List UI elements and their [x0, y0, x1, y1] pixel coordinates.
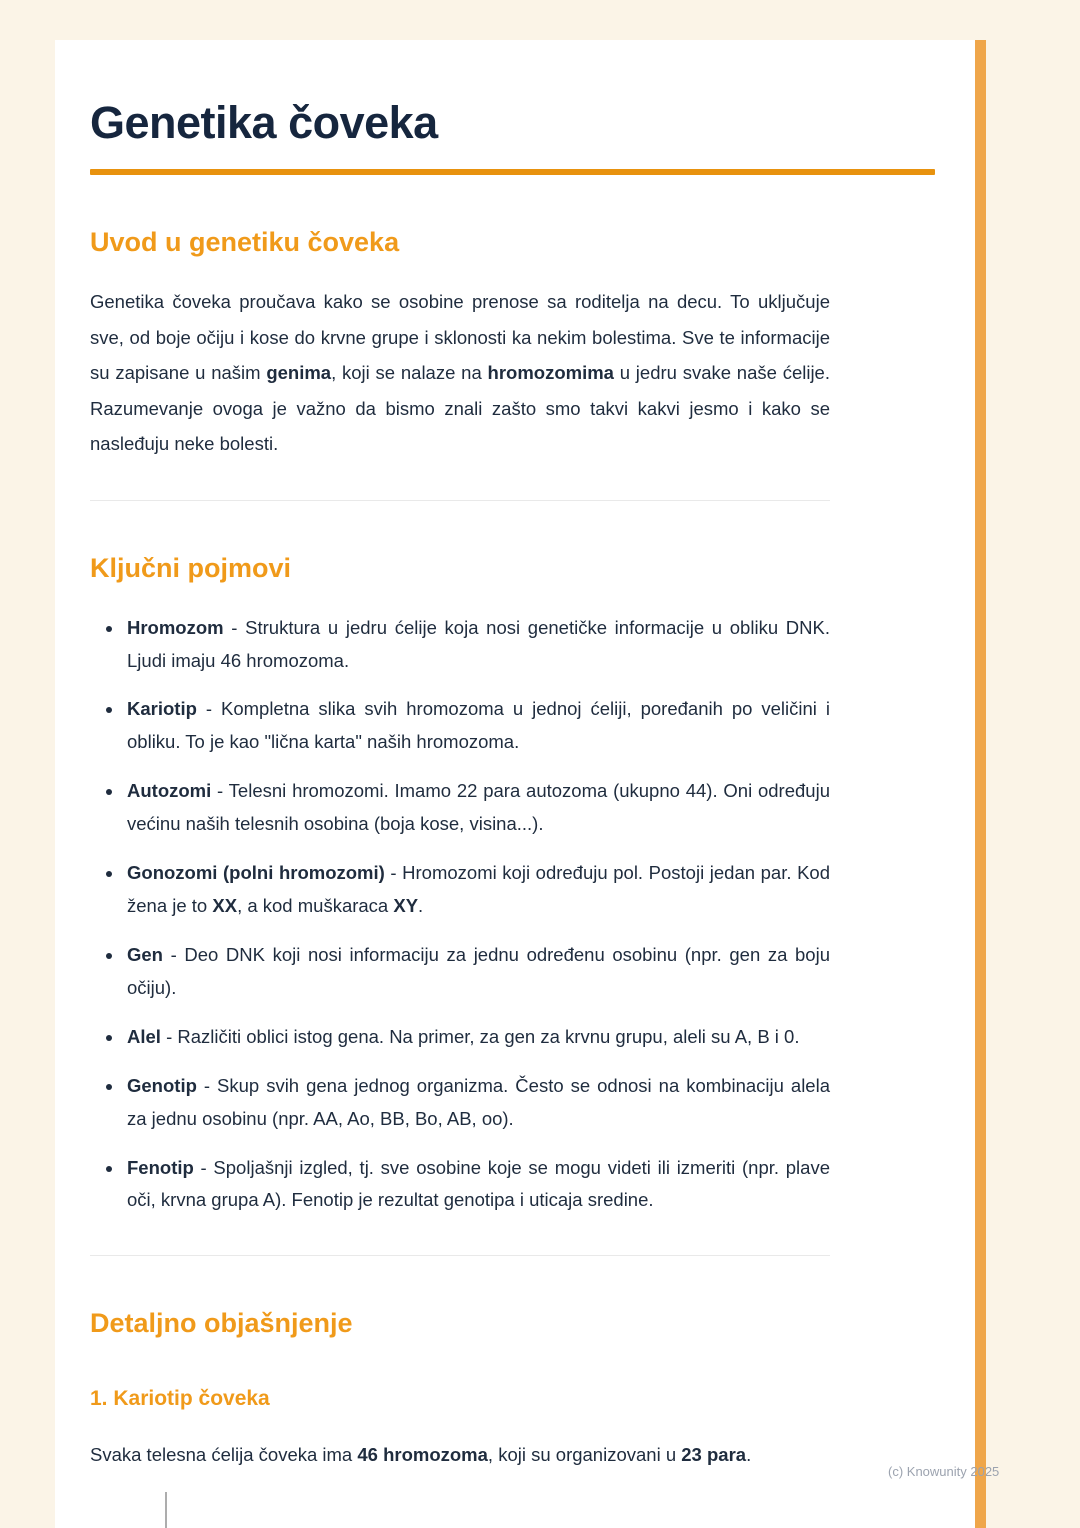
page-content	[55, 40, 975, 1473]
text-column	[90, 227, 830, 1473]
title-underline-rule	[90, 169, 935, 175]
detail-paragraph: Svaka telesna ćelija čoveka ima 46 hromozoma, koji su organizovani u 23 para.	[90, 1444, 752, 1466]
intro-paragraph: Genetika čoveka proučava kako se osobine prenose sa roditelja na decu. To uključuje sve, od boje očiju i kose do krvne grupe i sklonosti ka nekim bolestima. Sve te informacije su zapisane u našim genima, koji se nalaze na hromozomima u jedru svake naše ćelije. Razumevanje ovoga je važno da bismo znali zašto smo takvi kakvi jesmo i kako se nasleđuju neke bolesti.	[90, 291, 830, 455]
section-divider	[90, 1255, 830, 1256]
key-term-item: • Gonozomi (polni hromozomi) - Hromozomi koji određuju pol. Postoji jedan par. Kod žena je to XX, a kod muškaraca XY.	[124, 857, 830, 923]
subsection-heading-kariotip-coveka: 1. Kariotip čoveka	[90, 1387, 270, 1411]
key-term-item: • Kariotip - Kompletna slika svih hromozoma u jednoj ćeliji, poređanih po veličini i obliku. To je kao "lična karta" naših hromozoma.	[124, 693, 830, 759]
key-term-item: • Gen - Deo DNK koji nosi informaciju za jednu određenu osobinu (npr. gen za boju očiju).	[124, 939, 830, 1005]
key-term-item: • Alel - Različiti oblici istog gena. Na primer, za gen za krvnu grupu, aleli su A, B i 0.	[124, 1021, 830, 1054]
accent-side-stripe	[975, 40, 986, 1528]
document-page	[55, 40, 975, 1528]
key-term-item: • Autozomi - Telesni hromozomi. Imamo 22 para autozoma (ukupno 44). Oni određuju većinu naših telesnih osobina (boja kose, visina...).	[124, 775, 830, 841]
section-heading-detaljno-objasnjenje: Detaljno objašnjenje	[90, 1308, 353, 1339]
page-title: Genetika čoveka	[90, 97, 438, 148]
section-heading-uvod: Uvod u genetiku čoveka	[90, 227, 400, 257]
key-term-item: • Genotip - Skup svih gena jednog organizma. Često se odnosi na kombinaciju alela za jednu osobinu (npr. AA, Ao, BB, Bo, AB, oo).	[124, 1070, 830, 1136]
key-term-item: • Hromozom - Struktura u jedru ćelije koja nosi genetičke informacije u obliku DNK. Ljudi imaju 46 hromozoma.	[124, 612, 830, 678]
key-term-item: • Fenotip - Spoljašnji izgled, tj. sve osobine koje se mogu videti ili izmeriti (npr. plave oči, krvna grupa A). Fenotip je rezultat genotipa i uticaja sredine.	[124, 1152, 830, 1218]
table-edge-line	[165, 1492, 167, 1528]
key-terms-list	[90, 612, 830, 1218]
copyright-watermark: (c) Knowunity 2025	[888, 1464, 1000, 1479]
section-divider	[90, 500, 830, 501]
section-heading-kljucni-pojmovi: Ključni pojmovi	[90, 552, 292, 583]
